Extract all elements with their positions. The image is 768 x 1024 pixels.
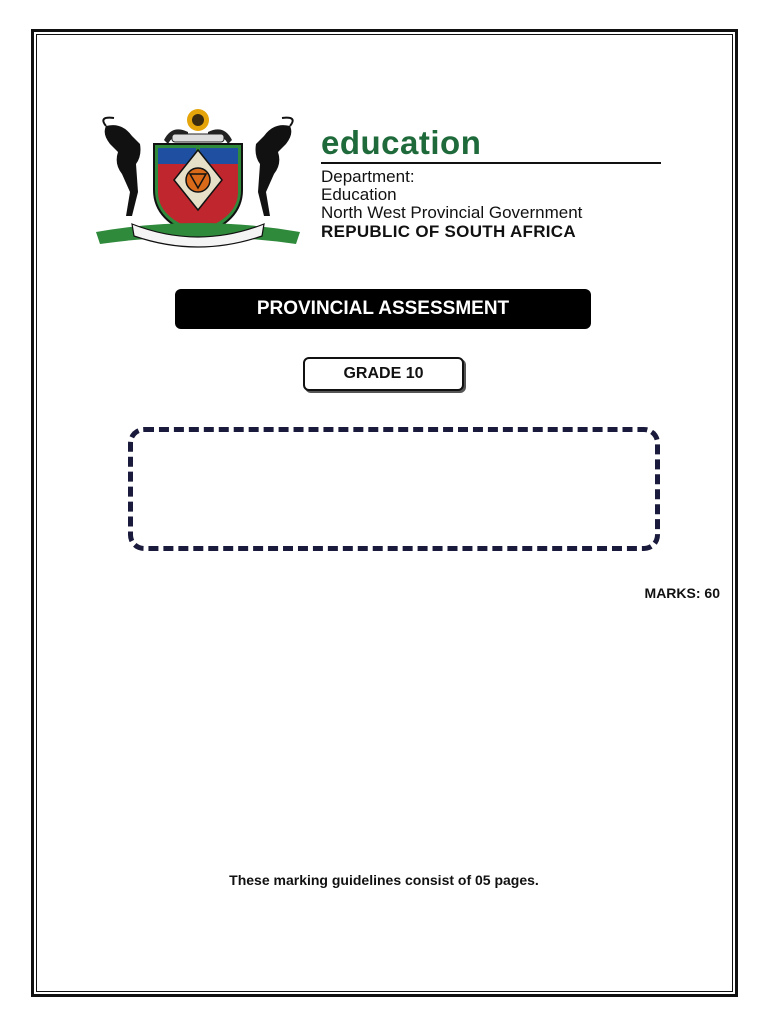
department-line-3: North West Provincial Government [321, 203, 583, 222]
subject-box [128, 427, 660, 551]
assessment-banner: PROVINCIAL ASSESSMENT [175, 289, 591, 329]
country-name: REPUBLIC OF SOUTH AFRICA [321, 222, 576, 241]
page-count-note: These marking guidelines consist of 05 pages. [229, 872, 539, 888]
department-line-2: Education [321, 185, 397, 204]
department-title: education [321, 124, 482, 161]
marks-label: MARKS: 60 [644, 585, 720, 601]
department-heading [321, 124, 666, 242]
grade-label: GRADE 10 [303, 357, 464, 391]
department-line-1: Department: [321, 167, 415, 186]
coat-of-arms-logo [92, 104, 304, 254]
heading-divider [321, 162, 661, 164]
